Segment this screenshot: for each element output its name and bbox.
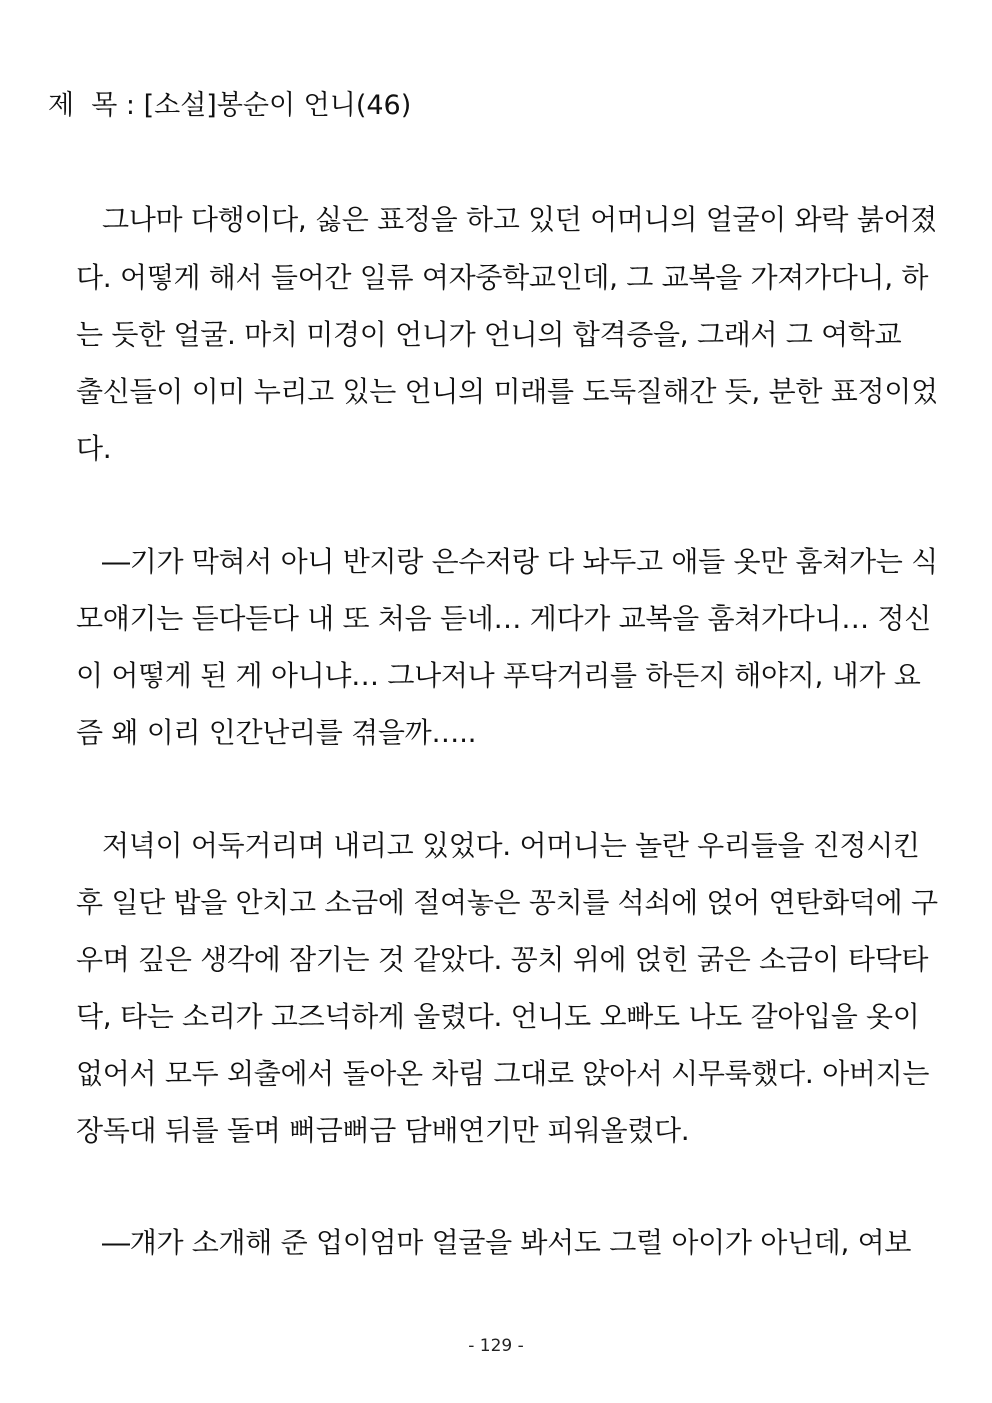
text-line: 모얘기는 듣다듣다 내 또 처음 듣네… 게다가 교복을 훔쳐가다니… 정신: [76, 602, 932, 635]
page-number: - 129 -: [468, 1336, 524, 1356]
text-line: 출신들이 이미 누리고 있는 언니의 미래를 도둑질해간 듯, 분한 표정이었: [76, 375, 938, 408]
text-line: 닥, 타는 소리가 고즈넉하게 울렸다. 언니도 오빠도 나도 갈아입을 옷이: [76, 1000, 920, 1033]
document-title: 제 목 : [소설]봉순이 언니(46): [48, 90, 412, 121]
text-line: 다. 어떻게 해서 들어간 일류 여자중학교인데, 그 교복을 가져가다니, 하: [76, 261, 929, 294]
text-line: 즘 왜 이리 인간난리를 겪을까…..: [76, 716, 477, 749]
text-line: 장독대 뒤를 돌며 뻐금뻐금 담배연기만 피워올렸다.: [76, 1114, 690, 1147]
text-line: 우며 깊은 생각에 잠기는 것 같았다. 꽁치 위에 얹힌 굵은 소금이 타닥타: [76, 943, 929, 976]
text-line: ―기가 막혀서 아니 반지랑 은수저랑 다 놔두고 애들 옷만 훔쳐가는 식: [102, 545, 938, 578]
text-line: 다.: [76, 432, 112, 465]
text-line: 그나마 다행이다, 싫은 표정을 하고 있던 어머니의 얼굴이 와락 붉어졌: [102, 203, 937, 236]
text-line: 없어서 모두 외출에서 돌아온 차림 그대로 앉아서 시무룩했다. 아버지는: [76, 1057, 930, 1090]
text-line: 는 듯한 얼굴. 마치 미경이 언니가 언니의 합격증을, 그래서 그 여학교: [76, 318, 902, 351]
text-line: ―걔가 소개해 준 업이엄마 얼굴을 봐서도 그럴 아이가 아닌데, 여보: [102, 1226, 912, 1259]
text-line: 이 어떻게 된 게 아니냐… 그나저나 푸닥거리를 하든지 해야지, 내가 요: [76, 659, 921, 692]
text-line: 저녁이 어둑거리며 내리고 있었다. 어머니는 놀란 우리들을 진정시킨: [102, 829, 920, 862]
text-line: 후 일단 밥을 안치고 소금에 절여놓은 꽁치를 석쇠에 얹어 연탄화덕에 구: [76, 886, 938, 919]
